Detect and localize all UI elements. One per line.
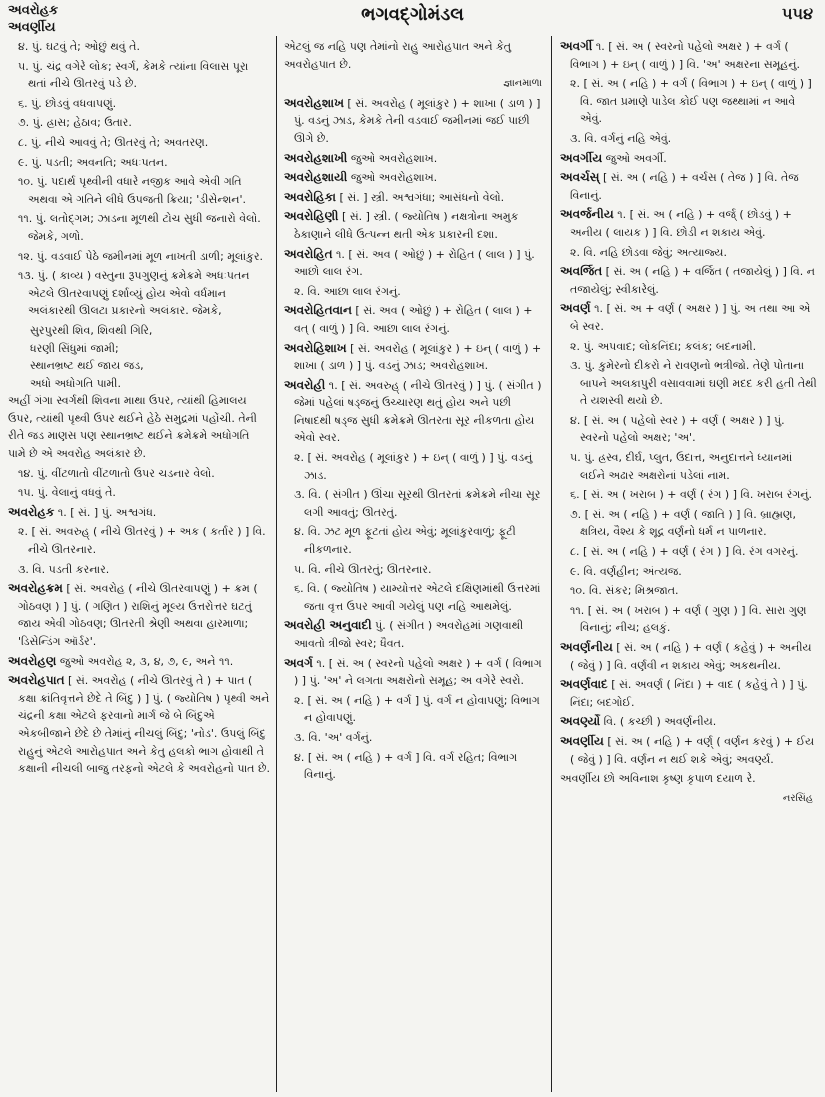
quoted-verse-line: સુરપુરથી શિવ, શિવથી ગિરિ, (30, 323, 153, 337)
citation-source: નરસિંહ (782, 792, 813, 804)
column-3 (560, 38, 817, 1090)
dictionary-entry (284, 340, 546, 375)
dictionary-entry (284, 377, 546, 447)
sense-definition: ૬. [ સં. અ ( ખરાબ ) + વર્ણ ( રંગ ) ] વિ. ખરાબ રંગનું. (570, 488, 813, 502)
sense-definition: ૪. [ સં. અ ( પહેલો સ્વર ) + વર્ણ ( અક્ષર ) ] પું. સ્વરનો પહેલો અક્ષર; 'અ'. (570, 413, 785, 445)
definition-text: [ સં. અવરોહ ( નીચે ઊતરવું તે ) + પાત ( કક્ષા ક્રાંતિવૃત્તને છેદે તે બિંદુ ) ] પું. ( જ્યોતિષ ) પૃથ્વી અને ચંદ્રની કક્ષા એટલે ફરવાનો માર્ગ જે બે બિંદુએ એકબીજાને છેદે છે તેમાંનું નીચલું બિંદુ; 'નોડ'. ઉપલું બિંદુ રાહુનું એટલે આરોહપાત અને કેતુ હલકો ભાગ હોવાથી તે કક્ષાની નીચલી બાજુ તરફનો એટલે કે અવરોહનો પાત છે. (18, 674, 270, 776)
dictionary-entry (284, 655, 546, 690)
sense-definition: ૨. વિ. આછા લાલ રંગનું. (294, 284, 401, 298)
quoted-verse-line: અધો અધોગતિ પામી. (30, 376, 121, 390)
definition-text: ૧. [ સં. અવ ( ઓછું ) + રોહિત ( લાલ ) ] પું. આછો લાલ રંગ. (294, 247, 535, 279)
sense-definition: ૧૨. પું. વડવાઈ પેઠે જમીનમાં મૂળ નાખતી ડાળી; મૂલાંકુર. (18, 249, 264, 263)
body-paragraph: અવર્ણીય છો અવિનાશ કૃષ્ણ કૃપાળ દયાળ રે. (560, 772, 756, 786)
sense-definition: ૨. [ સં. અવરોહ ( મૂલાંકુર ) + ઇન્ ( વાળું ) ] પું. વડનું ઝાડ. (294, 451, 533, 482)
headword: અવરોહશાખ (284, 95, 344, 110)
sense-definition: ૨. [ સં. અવરુહ્ ( નીચે ઊતરવું ) + અક ( કર્તાર ) ] વિ. નીચે ઊતરનાર. (18, 525, 266, 557)
headword: અવર્ણનીય (560, 640, 613, 654)
dictionary-title: ભગવદ્ગોમંડલ (361, 4, 464, 25)
sense-definition: ૧૩. પું. ( કાવ્ય ) વસ્તુના રૂપગુણનું ક્રમેક્રમે અધઃપતન એટલે ઊતરવાપણું દર્શાવ્યું હોય એવો વર્ધમાન અલંકારથી ઊલટા પ્રકારનો અલંકાર. જેમકે, (18, 269, 250, 318)
dictionary-entry (284, 169, 546, 187)
headword: અવરોહક (8, 504, 55, 519)
definition-text: ૧. [ સં. અ ( સ્વરનો પહેલો અક્ષર ) + વર્ગ ( વિભાગ ) + ઇન્ ( વાળું ) ] વિ. 'અ' અક્ષરના સમૂહનું. (570, 40, 800, 71)
definition-text: [ સં. અ ( નહિ ) + વર્ણ્ ( વર્ણન કરવું ) + ઈય ( જેવું ) ] વિ. વર્ણન ન થઈ શકે એવું; અવર્ણ્ય. (570, 734, 815, 766)
sense-definition: ૮. પું. નીચે આવવું તે; ઊતરવું તે; અવતરણ. (18, 135, 209, 149)
citation-source: જ્ઞાનમાળા (503, 78, 542, 90)
headword: અવર્ગ (284, 655, 313, 670)
definition-text: ૧. [ સં. અવરુહ્ ( નીચે ઊતરવું ) ] પું. ( સંગીત ) જેમાં પહેલાં ષડ્જનું ઉચ્ચારણ થતું હોય અને પછી નિષાદથી ષડ્જ સુધી ક્રમેક્રમે ઊતરતા સૂર નીકળતા હોય એવો સ્વર. (294, 378, 542, 445)
column-rule-2 (551, 36, 552, 1092)
guide-word-last: અવર્ણીય (8, 20, 56, 35)
sense-definition: ૩. વિ. પડતી કરનાર. (18, 562, 110, 576)
guide-word-first: અવરોહક (8, 3, 59, 18)
definition-text: પું. ( સંગીત ) અવરોહમાં ગણવાથી આવતો ત્રીજો સ્વર; ધૈવત. (294, 619, 524, 650)
dictionary-entry (560, 713, 817, 731)
sense-definition: ૪. [ સં. અ ( નહિ ) + વર્ગ ] વિ. વર્ગ રહિત; વિભાગ વિનાનું. (294, 750, 518, 782)
definition-text: ૧. [ સં. અ ( સ્વરનો પહેલો અક્ષર ) + વર્ગ ( વિભાગ ) ] પું. 'અ' ને લગતા અક્ષરોનો સમૂહ; અ વગેરે સ્વરો. (294, 656, 542, 688)
body-paragraph: એટલું જ નહિ પણ તેમાંનો રાહુ આરોહપાત અને કેતુ અવરોહપાત છે. (284, 40, 512, 71)
headword: અવર્ચસ્ (560, 170, 600, 185)
definition-text: [ સં. ] સ્ત્રી. અશ્વગંધા; આસંધનો વેલો. (336, 190, 505, 204)
dictionary-entry (284, 189, 546, 207)
dictionary-entry (8, 653, 270, 671)
sense-definition: ૫. પું. ચંદ્ર વગેરે લોક; સ્વર્ગ, કેમકે ત્યાંના વિલાસ પૂરા થતાં નીચે ઊતરવું પડે છે. (18, 59, 249, 91)
dictionary-entry (284, 246, 546, 281)
page-number: ૫૫૪ (782, 4, 813, 23)
sense-definition: ૧૦. વિ. સંકર; મિશ્રજાત. (570, 584, 679, 598)
dictionary-entry (560, 169, 817, 204)
dictionary-entry (560, 263, 817, 298)
dictionary-entry (284, 617, 546, 652)
headword: અવરોહશાખી (284, 150, 348, 165)
headword: અવર્ણ્યો (560, 714, 601, 729)
headword: અવરોહી અનુવાદી (284, 618, 372, 633)
body-paragraph: અહીં ગંગા સ્વર્ગથી શિવના માથા ઉપર, ત્યાંથી હિમાલય ઉપર, ત્યાંથી પૃથ્વી ઉપર થઈને હેઠે સમુદ્રમાં પહોંચી. તેની રીતે જડ માણસ પણ સ્થાનભ્રષ્ટ થઈને ક્રમેક્રમે અધોગતિ પામે છે એ અવરોહ અલંકાર છે. (8, 394, 257, 461)
sense-definition: ૮. [ સં. અ ( નહિ ) + વર્ણ ( રંગ ) ] વિ. રંગ વગરનું. (570, 545, 799, 559)
sense-definition: ૧૧. [ સં. અ ( ખરાબ ) + વર્ણ ( ગુણ ) ] વિ. સારા ગુણ વિનાનું; નીચ; હલકું. (570, 603, 807, 635)
headword: અવરોહિત (284, 246, 333, 261)
definition-text: [ સં. અવરોહ ( મૂલાંકુર ) + શાખા ( ડાળ ) ] પું. વડનું ઝાડ, કેમકે તેની વડવાઈ જમીનમાં જઈ પાછી ઊગે છે. (294, 96, 541, 145)
headword: અવર્ણ (560, 301, 591, 316)
definition-text: ૧. [ સં. ] પું. અશ્વગંધ. (54, 505, 157, 519)
definition-text: જુઓ અવરોહશાખ. (347, 151, 438, 165)
sense-definition: ૧૫. પું. વેલાનું વધવું તે. (18, 486, 116, 500)
definition-text: જુઓ અવરોહ ૨, ૩, ૪, ૭, ૯, અને ૧૧. (56, 654, 234, 668)
headword: અવર્જિત (560, 264, 603, 279)
definition-text: વિ. ( કચ્છી ) અવર્ણનીય. (600, 715, 717, 729)
dictionary-entry (560, 676, 817, 711)
headword: અવરોહિણી (284, 209, 339, 224)
dictionary-entry (560, 733, 817, 768)
sense-definition: ૭. [ સં. અ ( નહિ ) + વર્ણ ( જાતિ ) ] વિ. બ્રાહ્મણ, ક્ષત્રિય, વૈશ્ય કે શૂદ્ર વર્ણનો ધર્મ ન પાળનાર. (570, 507, 797, 539)
column-rule-1 (276, 36, 277, 1092)
sense-definition: ૬. પું. છોડવું વધવાપણું. (18, 96, 117, 110)
headword: અવર્ગી (560, 39, 593, 53)
dictionary-entry (560, 300, 817, 335)
page-header (0, 0, 825, 34)
definition-text: [ સં. અ ( નહિ ) + વર્ચસ ( તેજ ) ] વિ. તેજ વિનાનું. (570, 171, 799, 202)
headword: અવરોહિકા (284, 189, 336, 204)
sense-definition: ૩. વિ. 'અ' વર્ગનું. (294, 730, 373, 744)
definition-text: [ સં. અવર્ણ ( નિંદા ) + વાદ ( કહેવું તે ) ] પું. નિંદા; બદગોઈ. (570, 678, 808, 709)
sense-definition: ૪. પું. ઘટવું તે; ઓછું થવું તે. (18, 40, 140, 53)
sense-definition: ૨. [ સં. અ ( નહિ ) + વર્ગ ] પું. વર્ગ ન હોવાપણું; વિભાગ ન હોવાપણું. (294, 693, 540, 725)
headword: અવર્ણીય (560, 733, 604, 748)
dictionary-entry (560, 150, 817, 168)
headword: અવરોહી (284, 377, 326, 392)
column-2 (284, 38, 546, 1090)
definition-text: [ સં. અવરોહ ( નીચે ઊતરવાપણું ) + ક્રમ ( ગોઠવણ ) ] પું. ( ગણિત ) રાશિનું મૂલ્ય ઉત્તરોત્તર ઘટતું જાય એવી ગોઠવણ; ઊતરતી શ્રેણી અથવા હારમાળા; 'ડિસેન્ડિંગ ઑર્ડર'. (18, 582, 258, 648)
sense-definition: ૧૧. પું. લતોદ્ગમ; ઝાડના મૂળથી ટોચ સુધી જનારો વેલો. જેમકે, ગળો. (18, 212, 261, 243)
sense-definition: ૯. વિ. વર્ણહીન; અંત્યજ. (570, 564, 682, 578)
headword: અવર્જનીય (560, 207, 614, 222)
definition-text: [ સં. અવ ( ઓછું ) + રોહિત ( લાલ ) + વત્ ( વાળું ) ] વિ. આછા લાલ રંગનું. (294, 304, 533, 335)
column-1 (8, 38, 270, 1090)
headword: અવરોહક્રમ (8, 581, 63, 596)
dictionary-entry (284, 150, 546, 168)
headword: અવરોહશાયી (284, 170, 348, 185)
dictionary-entry (560, 38, 817, 73)
headword: અવરોહણ (8, 653, 57, 668)
dictionary-entry (560, 206, 817, 241)
headword: અવર્ણવાદ (560, 677, 608, 692)
headword: અવરોહપાત (8, 673, 65, 688)
definition-text: [ સં. ] સ્ત્રી. ( જ્યોતિષ ) નક્ષત્રોના અમુક ઠેકાણાને લીધે ઉત્પન્ન થતી એક પ્રકારની દશા. (294, 210, 519, 241)
dictionary-entry (8, 504, 270, 522)
sense-definition: ૩. વિ. ( સંગીત ) ઊંચા સૂરથી ઊતરતાં ક્રમેક્રમે નીચા સૂર લગી આવતું; ઊતરતું. (294, 488, 541, 519)
sense-definition: ૧૪. પું. વીંટળાતો વીંટળાતો ઉપર ચડનાર વેલો. (18, 466, 215, 480)
dictionary-entry (8, 580, 270, 650)
sense-definition: ૫. વિ. નીચે ઊતરતું; ઊતરનાર. (294, 562, 432, 576)
dictionary-entry (284, 302, 546, 337)
sense-definition: ૯. પું. પડતી; અવનતિ; અધઃપતન. (18, 155, 168, 169)
sense-definition: ૨. પું. અપવાદ; લોકનિંદા; કલંક; બદનામી. (570, 339, 757, 353)
headword: અવરોહિતવાન (284, 303, 352, 318)
definition-text: ૧. [ સં. અ ( નહિ ) + વર્જ્ ( છોડવું ) + અનીય ( લાયક ) ] વિ. છોડી ન શકાય એવું. (570, 208, 792, 239)
sense-definition: ૩. પું. કુમેરનો દીકરો ને રાવણનો ભત્રીજો. તેણે પોતાના બાપને અલકાપુરી વસાવવામાં ઘણી મદદ કરી હતી તેથી તે યશસ્વી થયો છે. (570, 359, 817, 408)
sense-definition: ૫. પું. હ્રસ્વ, દીર્ઘ, પ્લુત, ઉદાત્ત, અનુદાત્તને ધ્યાનમાં લઈને અઢાર અક્ષરોનાં પડેલાં નામ. (570, 451, 793, 482)
definition-text: [ સં. અવરોહ ( મૂલાંકુર ) + ઇન્ ( વાળું ) + શાખા ( ડાળ ) ] પું. વડનું ઝાડ; અવરોહશાખ. (294, 341, 542, 373)
definition-text: [ સં. અ ( નહિ ) + વર્ણ ( કહેવું ) + અનીય ( જેવું ) ] વિ. વર્ણવી ન શકાય એવું; અકથનીય. (570, 641, 812, 672)
headword: અવરોહિશાખ (284, 340, 347, 355)
sense-definition: ૭. પું. હ્રાસ; હેઠાવ; ઉતાર. (18, 116, 132, 130)
headword: અવર્ગીય (560, 150, 603, 165)
sense-definition: ૩. વિ. વર્ગનું નહિ એવું. (570, 131, 672, 145)
quoted-verse-line: ધરણી સિંધુમાં જામી; (30, 341, 119, 355)
sense-definition: ૪. વિ. ઝટ મૂળ ફૂટતાં હોય એવું; મૂલાંકુરવાળું; ફૂટી નીકળનાર. (294, 525, 516, 557)
definition-text: ૧. [ સં. અ + વર્ણ ( અક્ષર ) ] પું. અ તથા આ એ બે સ્વર. (570, 302, 811, 333)
sense-definition: ૬. વિ. ( જ્યોતિષ ) યામ્યોત્તર એટલે દક્ષિણમાંથી ઉત્તરમાં જતા વૃત્ત ઉપર આવી ગયેલું પણ નહિ આથમેલું. (294, 582, 541, 613)
dictionary-entry (284, 95, 546, 148)
quoted-verse-line: સ્થાનભ્રષ્ટ થઈ જાય જડ, (30, 359, 144, 373)
dictionary-entry (560, 639, 817, 674)
definition-text: [ સં. અ ( નહિ ) + વર્જિત ( તજાયેલું ) ] વિ. ન તજાયેલું; સ્વીકારેલું. (570, 265, 815, 296)
definition-text: જુઓ અવરોહશાખ. (347, 171, 438, 185)
sense-definition: ૨. [ સં. અ ( નહિ ) + વર્ગ ( વિભાગ ) + ઇન્ ( વાળું ) ] વિ. જાત પ્રમાણે પાડેલ કોઈ પણ જથ્થામાં ન આવે એવું. (570, 77, 812, 126)
definition-text: જુઓ અવર્ગી. (602, 151, 667, 165)
dictionary-entry (284, 208, 546, 243)
sense-definition: ૨. વિ. નહિ છોડવા જેવું; અત્યાજ્ય. (570, 245, 727, 259)
sense-definition: ૧૦. પું. પદાર્થ પૃથ્વીની વધારે નજીક આવે એવી ગતિ અથવા એ ગતિને લીધે ઉપજતી ક્રિયા; 'ડીસેન્શન'. (18, 175, 247, 206)
dictionary-entry (8, 672, 270, 778)
